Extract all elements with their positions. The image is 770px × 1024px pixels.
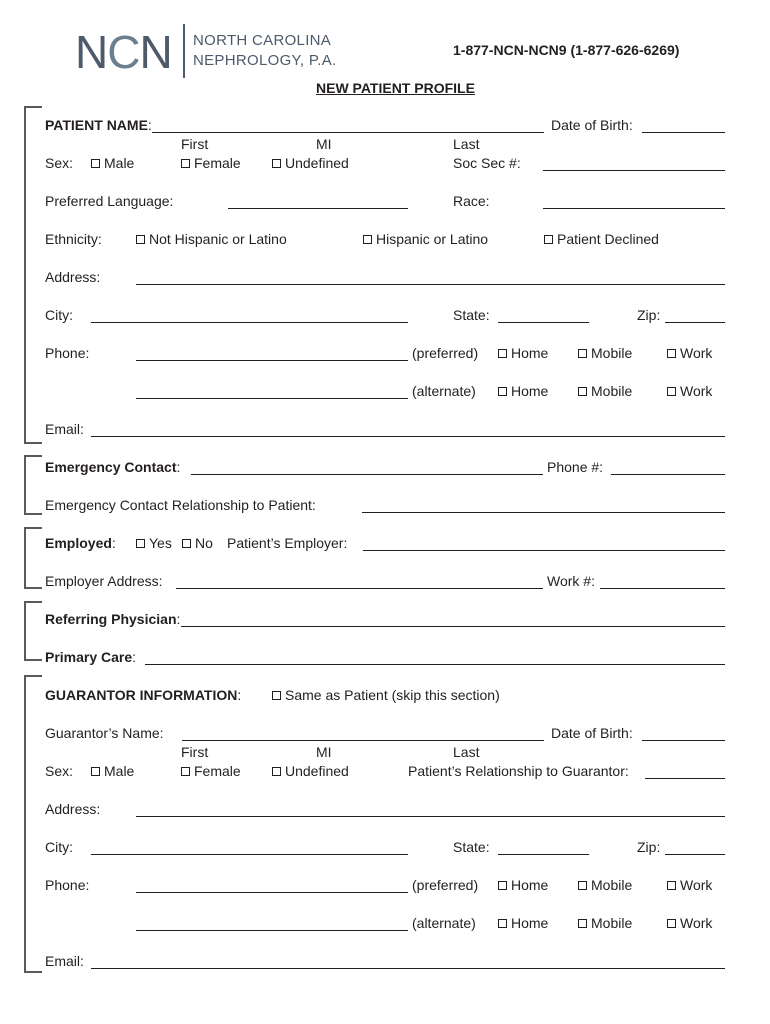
label-colon: :	[147, 117, 152, 133]
guarantor-sex-undefined-checkbox[interactable]	[272, 763, 349, 779]
ethnicity-hispanic-checkbox[interactable]	[363, 231, 488, 247]
guarantor-alternate-work-checkbox[interactable]	[667, 915, 712, 931]
guarantor-heading-text: GUARANTOR INFORMATION	[45, 687, 238, 703]
checkbox-label: Mobile	[591, 383, 633, 399]
checkbox-label: Mobile	[591, 345, 633, 361]
patient-employer-label: Patient’s Employer:	[227, 535, 348, 551]
patient-sex-male-checkbox[interactable]	[91, 155, 134, 171]
patient-zip-label: Zip:	[637, 307, 661, 323]
patient-dob-label: Date of Birth:	[551, 117, 633, 133]
guarantor-dob-field[interactable]	[642, 740, 725, 741]
primary-care-field[interactable]	[145, 664, 725, 665]
alternate-work-checkbox[interactable]	[667, 383, 712, 399]
checkbox-label: Mobile	[591, 877, 633, 893]
label-colon: :	[176, 459, 181, 475]
employed-label-text: Employed	[45, 535, 112, 551]
checkbox-label: Work	[680, 877, 713, 893]
section-bracket-emergency	[24, 455, 42, 515]
ssn-label: Soc Sec #:	[453, 155, 521, 171]
guarantor-preferred-caption: (preferred)	[412, 877, 479, 893]
checkbox-icon	[667, 387, 676, 396]
preferred-language-label: Preferred Language:	[45, 193, 174, 209]
logo-mark	[75, 28, 172, 76]
ssn-field[interactable]	[543, 170, 725, 171]
referring-physician-field[interactable]	[181, 626, 725, 627]
guarantor-preferred-home-checkbox[interactable]	[498, 877, 548, 893]
alternate-home-checkbox[interactable]	[498, 383, 548, 399]
patient-address-field[interactable]	[136, 284, 725, 285]
race-field[interactable]	[543, 208, 725, 209]
section-bracket-guarantor	[24, 675, 42, 973]
patient-name-label-text: PATIENT NAME	[45, 117, 148, 133]
primary-care-label-text: Primary Care	[45, 649, 133, 665]
guarantor-name-label: Guarantor’s Name:	[45, 725, 164, 741]
emergency-contact-field[interactable]	[191, 474, 543, 475]
label-colon: :	[111, 535, 116, 551]
checkbox-icon	[578, 919, 587, 928]
guarantor-alternate-home-checkbox[interactable]	[498, 915, 548, 931]
checkbox-icon	[544, 235, 553, 244]
page-title: NEW PATIENT PROFILE	[316, 80, 475, 96]
patient-alternate-phone-field[interactable]	[136, 398, 408, 399]
patient-dob-field[interactable]	[642, 132, 725, 133]
employed-no-checkbox[interactable]	[182, 535, 213, 551]
emergency-relationship-label: Emergency Contact Relationship to Patient:	[45, 497, 316, 513]
checkbox-icon	[667, 881, 676, 890]
preferred-home-checkbox[interactable]	[498, 345, 548, 361]
emergency-phone-field[interactable]	[611, 474, 725, 475]
checkbox-label: Yes	[149, 535, 172, 551]
preferred-language-field[interactable]	[228, 208, 408, 209]
checkbox-label: Male	[104, 763, 135, 779]
checkbox-label: Work	[680, 345, 713, 361]
checkbox-label: Home	[511, 383, 549, 399]
logo-letter: C	[107, 26, 140, 78]
checkbox-label: Male	[104, 155, 135, 171]
guarantor-email-field[interactable]	[91, 968, 725, 969]
guarantor-address-field[interactable]	[136, 816, 725, 817]
checkbox-icon	[181, 159, 190, 168]
ethnicity-not-hispanic-checkbox[interactable]	[136, 231, 287, 247]
patient-phone-label: Phone:	[45, 345, 90, 361]
patient-zip-field[interactable]	[665, 322, 725, 323]
referring-physician-label-text: Referring Physician	[45, 611, 177, 627]
checkbox-icon	[272, 767, 281, 776]
guarantor-relationship-field[interactable]	[645, 778, 725, 779]
emergency-phone-label: Phone #:	[547, 459, 604, 475]
patient-state-label: State:	[453, 307, 490, 323]
logo-line-2: NEPHROLOGY, P.A.	[193, 52, 337, 69]
checkbox-label: Home	[511, 915, 549, 931]
primary-care-label	[45, 649, 136, 665]
guarantor-phone-label: Phone:	[45, 877, 90, 893]
emergency-contact-label	[45, 459, 180, 475]
work-phone-field[interactable]	[600, 588, 725, 589]
middle-initial-caption: MI	[316, 136, 332, 152]
guarantor-dob-label: Date of Birth:	[551, 725, 633, 741]
patient-email-field[interactable]	[91, 436, 725, 437]
checkbox-icon	[363, 235, 372, 244]
checkbox-label: Not Hispanic or Latino	[149, 231, 287, 247]
checkbox-icon	[136, 235, 145, 244]
patient-name-field[interactable]	[152, 132, 544, 133]
checkbox-icon	[498, 881, 507, 890]
checkbox-icon	[182, 539, 191, 548]
checkbox-label: Undefined	[285, 763, 349, 779]
employer-address-label: Employer Address:	[45, 573, 163, 589]
employed-yes-checkbox[interactable]	[136, 535, 172, 551]
last-name-caption: Last	[453, 136, 480, 152]
emergency-relationship-field[interactable]	[362, 512, 725, 513]
label-colon: :	[237, 687, 242, 703]
guarantor-preferred-mobile-checkbox[interactable]	[578, 877, 632, 893]
patient-sex-label: Sex:	[45, 155, 74, 171]
ethnicity-label: Ethnicity:	[45, 231, 102, 247]
alternate-phone-caption: (alternate)	[412, 383, 476, 399]
work-phone-label: Work #:	[547, 573, 595, 589]
same-as-patient-checkbox[interactable]	[272, 687, 500, 703]
section-bracket-patient	[24, 106, 42, 444]
patient-city-field[interactable]	[91, 322, 408, 323]
logo-line-1: NORTH CAROLINA	[193, 32, 332, 49]
guarantor-city-label: City:	[45, 839, 73, 855]
guarantor-alternate-phone-field[interactable]	[136, 930, 408, 931]
preferred-mobile-checkbox[interactable]	[578, 345, 632, 361]
patient-email-label: Email:	[45, 421, 84, 437]
logo-letter: N	[75, 26, 108, 78]
guarantor-last-caption: Last	[453, 744, 480, 760]
alternate-mobile-checkbox[interactable]	[578, 383, 632, 399]
guarantor-sex-female-checkbox[interactable]	[181, 763, 241, 779]
patient-address-label: Address:	[45, 269, 101, 285]
guarantor-state-field[interactable]	[498, 854, 589, 855]
guarantor-relationship-label: Patient’s Relationship to Guarantor:	[408, 763, 629, 779]
guarantor-email-label: Email:	[45, 953, 84, 969]
guarantor-preferred-work-checkbox[interactable]	[667, 877, 712, 893]
guarantor-preferred-phone-field[interactable]	[136, 892, 408, 893]
patient-preferred-phone-field[interactable]	[136, 360, 408, 361]
ethnicity-declined-checkbox[interactable]	[544, 231, 659, 247]
patient-employer-field[interactable]	[363, 550, 725, 551]
guarantor-zip-label: Zip:	[637, 839, 661, 855]
guarantor-name-field[interactable]	[182, 740, 544, 741]
employer-address-field[interactable]	[176, 588, 543, 589]
checkbox-label: Home	[511, 877, 549, 893]
checkbox-label: Home	[511, 345, 549, 361]
guarantor-city-field[interactable]	[91, 854, 408, 855]
checkbox-label: Work	[680, 383, 713, 399]
checkbox-label: Hispanic or Latino	[376, 231, 489, 247]
checkbox-label: Same as Patient (skip this section)	[285, 687, 500, 703]
header-phone: 1-877-NCN-NCN9 (1-877-626-6269)	[453, 42, 680, 58]
guarantor-state-label: State:	[453, 839, 490, 855]
checkbox-icon	[498, 387, 507, 396]
section-bracket-employment	[24, 527, 42, 589]
checkbox-icon	[498, 919, 507, 928]
guarantor-alternate-mobile-checkbox[interactable]	[578, 915, 632, 931]
checkbox-icon	[136, 539, 145, 548]
guarantor-heading	[45, 687, 241, 703]
logo-letter: N	[139, 26, 172, 78]
patient-state-field[interactable]	[498, 322, 589, 323]
checkbox-label: Work	[680, 915, 713, 931]
logo-divider	[183, 24, 185, 78]
section-bracket-physicians	[24, 601, 42, 661]
checkbox-icon	[91, 767, 100, 776]
patient-city-label: City:	[45, 307, 73, 323]
checkbox-icon	[578, 349, 587, 358]
patient-name-label	[45, 117, 152, 133]
checkbox-icon	[272, 159, 281, 168]
checkbox-label: Patient Declined	[557, 231, 659, 247]
patient-sex-female-checkbox[interactable]	[181, 155, 241, 171]
guarantor-sex-male-checkbox[interactable]	[91, 763, 134, 779]
first-name-caption: First	[181, 136, 209, 152]
checkbox-icon	[667, 349, 676, 358]
checkbox-label: Undefined	[285, 155, 349, 171]
checkbox-label: Female	[194, 763, 241, 779]
race-label: Race:	[453, 193, 490, 209]
label-colon: :	[176, 611, 181, 627]
checkbox-label: Mobile	[591, 915, 633, 931]
checkbox-label: No	[195, 535, 213, 551]
checkbox-label: Female	[194, 155, 241, 171]
emergency-contact-label-text: Emergency Contact	[45, 459, 177, 475]
checkbox-icon	[91, 159, 100, 168]
employed-label	[45, 535, 116, 551]
guarantor-address-label: Address:	[45, 801, 101, 817]
guarantor-alternate-caption: (alternate)	[412, 915, 476, 931]
checkbox-icon	[578, 387, 587, 396]
checkbox-icon	[498, 349, 507, 358]
checkbox-icon	[272, 691, 281, 700]
guarantor-mi-caption: MI	[316, 744, 332, 760]
label-colon: :	[132, 649, 137, 665]
referring-physician-label	[45, 611, 180, 627]
checkbox-icon	[578, 881, 587, 890]
preferred-work-checkbox[interactable]	[667, 345, 712, 361]
patient-sex-undefined-checkbox[interactable]	[272, 155, 349, 171]
checkbox-icon	[667, 919, 676, 928]
guarantor-zip-field[interactable]	[665, 854, 725, 855]
guarantor-first-caption: First	[181, 744, 209, 760]
guarantor-sex-label: Sex:	[45, 763, 74, 779]
checkbox-icon	[181, 767, 190, 776]
preferred-phone-caption: (preferred)	[412, 345, 479, 361]
